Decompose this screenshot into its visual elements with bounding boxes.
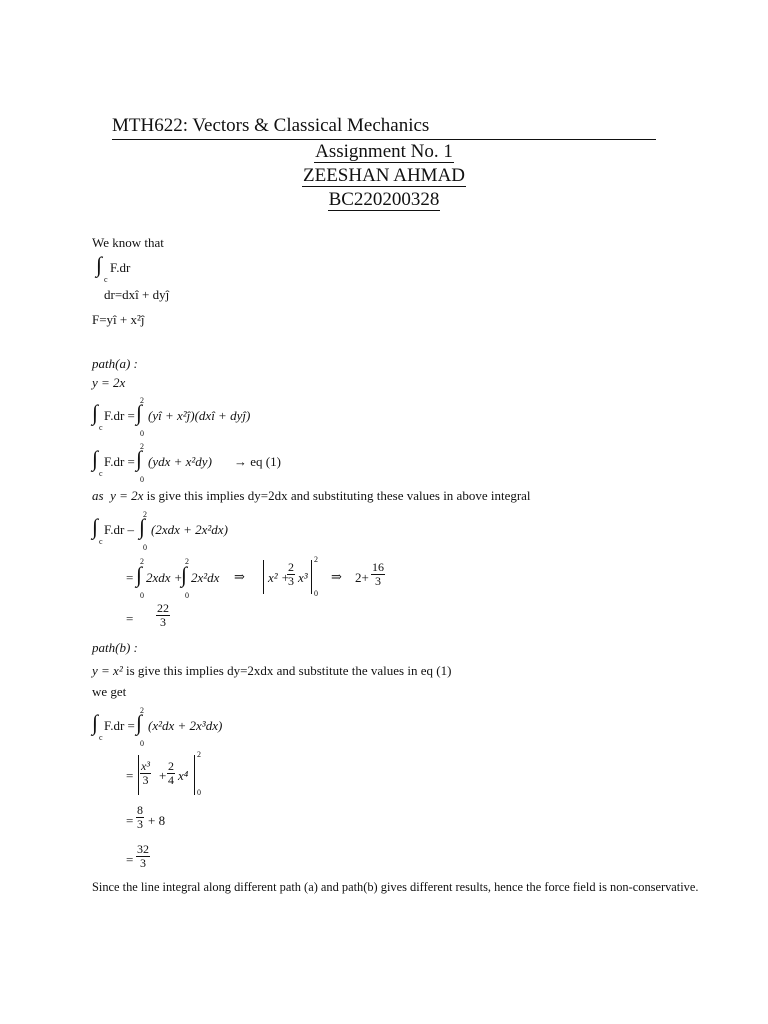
eval-bar-left — [263, 560, 264, 594]
integral-lower: 0 — [185, 591, 189, 600]
term: + 8 — [148, 813, 166, 828]
integral-lower: c — [104, 275, 108, 284]
path-b-lhs: F.dr = — [104, 718, 135, 733]
path-b-result: $\frac{32}{3}$ — [137, 842, 149, 870]
eval-lower: 0 — [197, 788, 201, 797]
fraction: $\frac{8}{3}$ — [137, 803, 143, 831]
assignment-title: Assignment No. 1 — [315, 141, 453, 162]
integral-upper: 2 — [140, 557, 144, 566]
integral-sign: ∫ — [92, 514, 99, 539]
eq-sign: = — [126, 813, 134, 828]
term: x³ — [298, 570, 308, 585]
f-definition: F=yî + x²ĵ — [92, 312, 145, 327]
eq-sign: = — [126, 852, 134, 867]
integral-sign: ∫ — [139, 514, 146, 539]
dr-definition: dr=dxî + dyĵ — [104, 287, 170, 302]
path-a-equation: y = 2x — [92, 375, 126, 390]
fraction: $\frac{2}{4}$ — [168, 759, 174, 787]
path-b-sentence: y = x² is give this implies dy=2xdx and substitute the values in eq (1) — [92, 663, 452, 678]
path-b-rhs: (x²dx + 2x³dx) — [148, 718, 223, 733]
integral-sign: ∫ — [92, 710, 99, 735]
integral-upper: 2 — [185, 557, 189, 566]
eval-bar-right — [311, 560, 312, 594]
integral-sign: ∫ — [96, 252, 103, 277]
integral-lower: 0 — [143, 543, 147, 552]
integral-upper: 2 — [140, 396, 144, 405]
path-a-lhs: F.dr = — [104, 408, 135, 423]
conclusion-text: Since the line integral along different path (a) and path(b) gives different results, hence the force field is non-conservative. — [92, 880, 699, 894]
integral-sign: ∫ — [136, 710, 143, 735]
path-a-lhs: F.dr = — [104, 454, 135, 469]
integral-sign: ∫ — [136, 562, 143, 587]
eq-sign: = — [126, 570, 134, 585]
eq-sign: = — [126, 768, 134, 783]
implies-arrow: ⇒ — [331, 569, 342, 584]
eq-sign: = — [126, 611, 134, 626]
eval-lower: 0 — [314, 589, 318, 598]
integral-upper: 2 — [143, 510, 147, 519]
path-b-label: path(b) : — [92, 640, 138, 655]
integral-lower: c — [99, 423, 103, 432]
integral-lower: c — [99, 733, 103, 742]
path-a-rhs-1: (yî + x²ĵ)(dxî + dyĵ) — [148, 408, 251, 423]
we-know-text: We know that — [92, 235, 164, 250]
integral-lower: 0 — [140, 475, 144, 484]
path-a-sentence: as y = 2x is give this implies dy=2dx and substituting these values in above integral — [92, 488, 531, 503]
student-id: BC220200328 — [328, 189, 440, 210]
path-a-lhs-3: F.dr – — [104, 522, 135, 537]
student-name: ZEESHAN AHMAD — [302, 165, 466, 186]
integral-sign: ∫ — [136, 446, 143, 471]
integral-lower: 0 — [140, 429, 144, 438]
term: x⁴ — [178, 768, 189, 783]
term: 2+ — [355, 570, 369, 585]
integral-sign: ∫ — [92, 400, 99, 425]
plus-sign: + — [159, 768, 167, 783]
integral-lower: 0 — [140, 591, 144, 600]
term: 2xdx + — [146, 570, 183, 585]
eval-bar-left — [138, 755, 139, 795]
term: 2x²dx — [191, 570, 220, 585]
eval-upper: 2 — [314, 555, 318, 564]
integral-sign: ∫ — [181, 562, 188, 587]
path-a-rhs-3: (2xdx + 2x²dx) — [151, 522, 228, 537]
integral-upper: 2 — [140, 706, 144, 715]
integral-upper: 2 — [140, 442, 144, 451]
path-a-label: path(a) : — [92, 356, 138, 371]
line-integral: F.dr — [110, 260, 131, 275]
term: x² + — [268, 570, 290, 585]
path-a-rhs-2: (ydx + x²dy) — [148, 454, 212, 469]
path-a-result: $\frac{22}{3}$ — [157, 601, 169, 629]
we-get-text: we get — [92, 684, 127, 699]
fraction: $\frac{16}{3}$ — [372, 560, 384, 588]
fraction: $\frac{2}{3}$ — [288, 560, 294, 588]
implies-arrow: ⇒ — [234, 569, 245, 584]
eval-bar-right — [194, 755, 195, 795]
eq-1-ref: → eq (1) — [234, 454, 281, 469]
eval-upper: 2 — [197, 750, 201, 759]
integral-sign: ∫ — [92, 446, 99, 471]
integral-lower: 0 — [140, 739, 144, 748]
course-title: MTH622: Vectors & Classical Mechanics — [112, 115, 656, 140]
integral-sign: ∫ — [136, 400, 143, 425]
fraction: $\frac{\text{x³}}{3}$ — [141, 759, 150, 787]
integral-lower: c — [99, 469, 103, 478]
integral-lower: c — [99, 537, 103, 546]
